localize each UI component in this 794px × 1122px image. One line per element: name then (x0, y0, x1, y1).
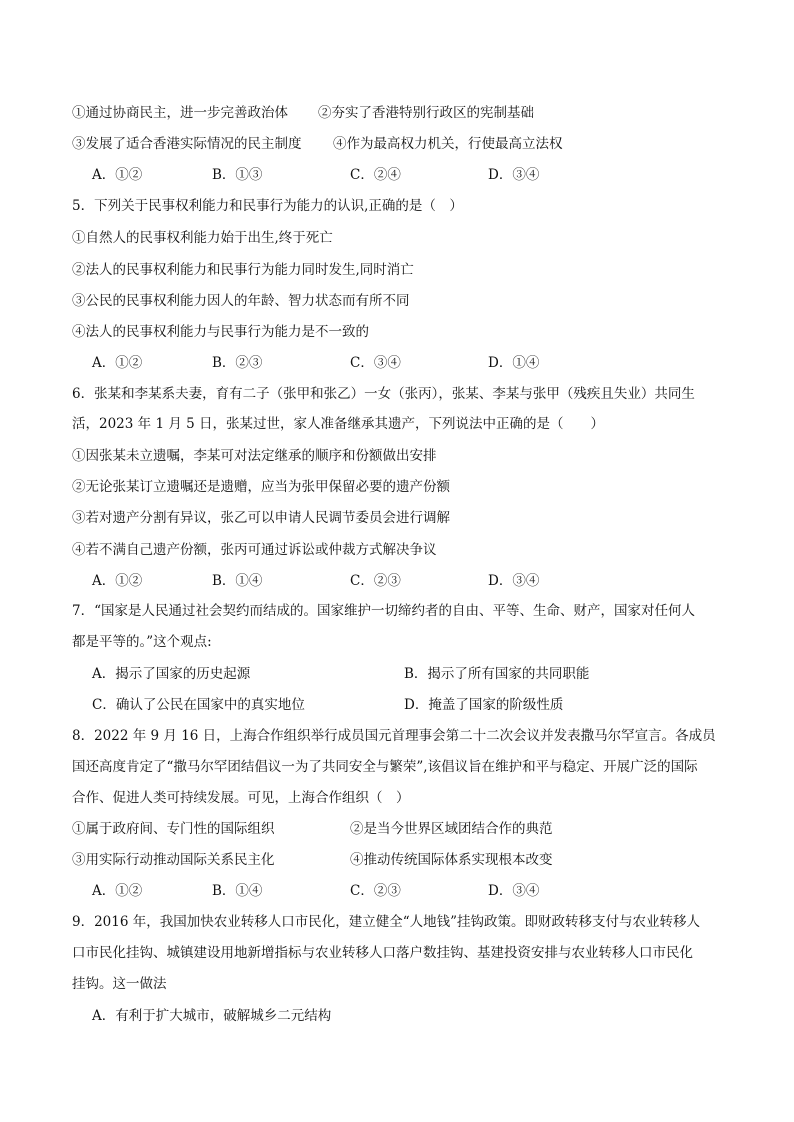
q4-option-a: A．①② (92, 167, 143, 183)
q6-statement-4: ④若不满自己遗产份额，张丙可通过诉讼或仲裁方式解决争议 (72, 542, 437, 558)
q8-title-line-2: 国还高度肯定了“撒马尔罕团结倡议一为了共同安全与繁荣”,该倡议旨在维护和平与稳定、开展广泛的国际 (72, 759, 698, 775)
q7-option-a: A．揭示了国家的历史起源 (92, 666, 251, 682)
q5-statement-4: ④法人的民事权利能力与民事行为能力是不一致的 (72, 324, 369, 340)
q7-option-c: C．确认了公民在国家中的真实地位 (92, 697, 305, 713)
q8-title-line-3: 合作、促进人类可持续发展。可见，上海合作组织（ ） (72, 790, 410, 806)
q9-option-a: A．有利于扩大城市，破解城乡二元结构 (92, 1008, 332, 1024)
q6-statement-3: ③若对遗产分割有异议，张乙可以申请人民调节委员会进行调解 (72, 510, 450, 526)
q6-title-line-2: 活，2023 年 1 月 5 日，张某过世，家人准备继承其遗产，下列说法中正确的是（ ） (72, 416, 604, 432)
q5-option-c: C．③④ (350, 355, 401, 371)
q8-title-line-1: 8．2022 年 9 月 16 日，上海合作组织举行成员国元首理事会第二十二次会议并发表撒马尔罕宣言。各成员 (72, 728, 716, 744)
q4-statement-1: ①通过协商民主，进一步完善政治体 (72, 105, 288, 121)
q5-option-d: D．①④ (488, 355, 540, 371)
q8-statement-4: ④推动传统国际体系实现根本改变 (350, 852, 553, 868)
q4-statement-3: ③发展了适合香港实际情况的民主制度 (72, 136, 302, 152)
q8-option-b: B．①④ (212, 883, 263, 899)
q6-option-c: C．②③ (350, 573, 401, 589)
q4-option-c: C．②④ (350, 167, 401, 183)
q9-title-line-3: 挂钩。这一做法 (72, 976, 167, 992)
q8-option-c: C．②③ (350, 883, 401, 899)
q5-statement-3: ③公民的民事权利能力因人的年龄、智力状态而有所不同 (72, 293, 410, 309)
q4-statement-4: ④作为最高权力机关，行使最高立法权 (333, 136, 563, 152)
q9-title-line-1: 9．2016 年，我国加快农业转移人口市民化，建立健全“人地钱”挂钩政策。即财政转移支付与农业转移人 (72, 914, 701, 930)
q5-option-a: A．①② (92, 355, 143, 371)
q4-option-b: B．①③ (212, 167, 263, 183)
q7-title-line-2: 都是平等的。”这个观点: (72, 634, 212, 650)
q6-option-a: A．①② (92, 573, 143, 589)
q6-option-d: D．③④ (488, 573, 540, 589)
q7-option-d: D．掩盖了国家的阶级性质 (404, 697, 564, 713)
q6-statement-2: ②无论张某订立遗嘱还是遗赠，应当为张甲保留必要的遗产份额 (72, 479, 450, 495)
q8-option-a: A．①② (92, 883, 143, 899)
q5-statement-2: ②法人的民事权利能力和民事行为能力同时发生,同时消亡 (72, 262, 414, 278)
q5-title: 5．下列关于民事权利能力和民事行为能力的认识,正确的是（ ） (72, 198, 463, 214)
q4-statement-2: ②夯实了香港特别行政区的宪制基础 (318, 105, 534, 121)
q6-statement-1: ①因张某未立遗嘱，李某可对法定继承的顺序和份额做出安排 (72, 448, 437, 464)
q6-option-b: B．①④ (212, 573, 263, 589)
q8-statement-1: ①属于政府间、专门性的国际组织 (72, 821, 275, 837)
q4-option-d: D．③④ (488, 167, 540, 183)
q8-statement-3: ③用实际行动推动国际关系民主化 (72, 852, 275, 868)
q9-title-line-2: 口市民化挂钩、城镇建设用地新增指标与农业转移人口落户数挂钩、基建投资安排与农业转移人口市民化 (72, 945, 693, 961)
q7-title-line-1: 7．“国家是人民通过社会契约而结成的。国家维护一切缔约者的自由、平等、生命、财产，国家对任何人 (72, 603, 695, 619)
q8-option-d: D．③④ (488, 883, 540, 899)
q5-option-b: B．②③ (212, 355, 263, 371)
q7-option-b: B．揭示了所有国家的共同职能 (404, 666, 590, 682)
q8-statement-2: ②是当今世界区域团结合作的典范 (350, 821, 553, 837)
q6-title-line-1: 6．张某和李某系夫妻，育有二子（张甲和张乙）一女（张丙），张某、李某与张甲（残疾且失业）共同生 (72, 386, 695, 402)
q5-statement-1: ①自然人的民事权利能力始于出生,终于死亡 (72, 230, 333, 246)
